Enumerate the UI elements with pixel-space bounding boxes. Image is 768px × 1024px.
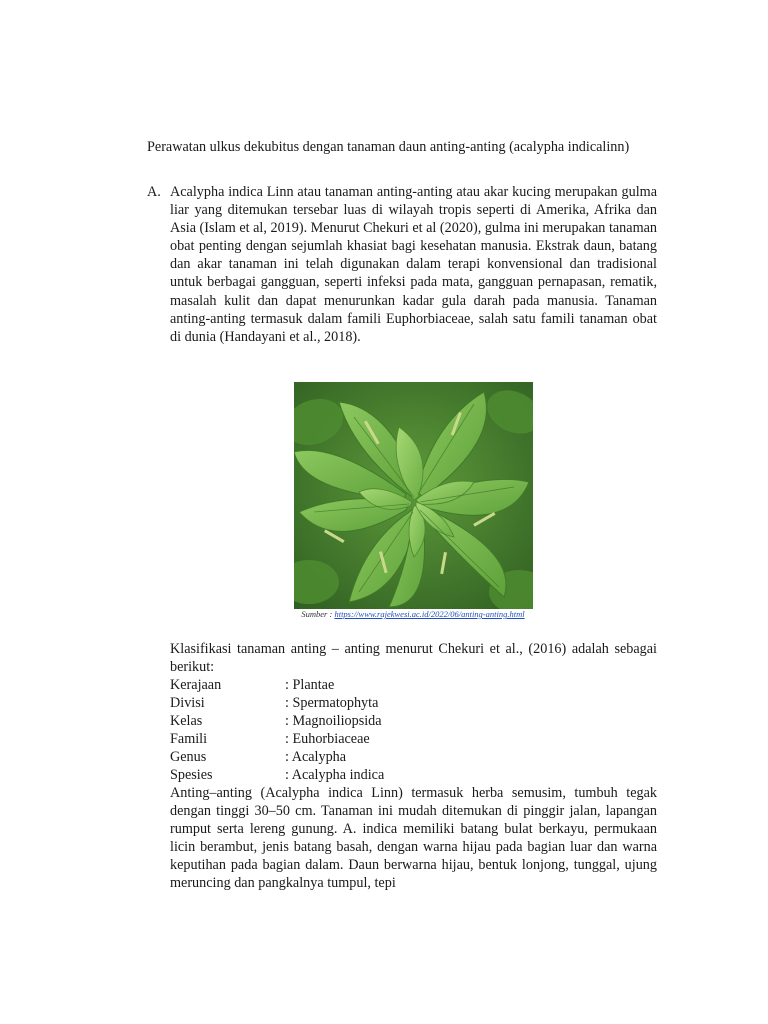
plant-photo — [294, 382, 533, 609]
section-a-paragraph: Acalypha indica Linn atau tanaman anting-anting atau akar kucing merupakan gulma liar yang ditemukan tersebar luas di wilayah tropis seperti di Amerika, Afrika dan Asia (Islam et al, 2019). Menurut Chekuri et al (2020), gulma ini merupakan tanaman obat penting dengan sejumlah khasiat bagi kesehatan manusia. Ekstrak daun, batang dan akar tanaman ini telah digunakan dalam terapi konvensional dan tradisional untuk berbagai gangguan, seperti infeksi pada mata, gangguan pernapasan, rematik, masalah kulit dan dapat menurunkan kadar gula darah pada manusia. Tanaman anting-anting termasuk dalam famili Euphorbiaceae, salah satu famili tanaman obat di dunia (Handayani et al., 2018). — [170, 184, 657, 345]
classification-key: Famili — [170, 731, 208, 747]
classification-row — [170, 712, 657, 730]
classification-table — [170, 676, 657, 784]
classification-value: : Spermatophyta — [285, 695, 379, 711]
classification-row — [170, 694, 657, 712]
caption-source-link[interactable]: https://www.rajekwesi.ac.id/2022/06/anting-anting.html — [334, 609, 525, 619]
classification-row — [170, 766, 657, 784]
figure-caption — [0, 609, 768, 619]
description-paragraph: Anting–anting (Acalypha indica Linn) termasuk herba semusim, tumbuh tegak dengan tinggi 30–50 cm. Tanaman ini mudah ditemukan di pinggir jalan, lapangan rumput serta lereng gunung. A. indica memiliki batang bulat berkayu, permukaan licin berambut, jenis batang basah, dengan warna hijau pada bagian luar dan warna keputihan pada bagian dalam. Daun berwarna hijau, bentuk lonjong, tunggal, ujung meruncing dan pangkalnya tumpul, tepi — [170, 785, 657, 891]
section-a — [147, 183, 657, 346]
acalypha-plant-illustration — [294, 382, 533, 609]
caption-source-label: Sumber : — [301, 609, 335, 619]
classification-key: Kelas — [170, 713, 203, 729]
list-marker: A. — [147, 184, 161, 200]
classification-row — [170, 676, 657, 694]
classification-key: Genus — [170, 749, 207, 765]
classification-intro: Klasifikasi tanaman anting – anting menurut Chekuri et al., (2016) adalah sebagai berikut: — [170, 641, 657, 675]
classification-value: : Acalypha indica — [285, 767, 385, 783]
classification-value: : Euhorbiaceae — [285, 731, 370, 747]
classification-key: Divisi — [170, 695, 205, 711]
classification-key: Kerajaan — [170, 677, 222, 693]
classification-value: : Magnoiliopsida — [285, 713, 382, 729]
classification-value: : Acalypha — [285, 749, 347, 765]
document-title: Perawatan ulkus dekubitus dengan tanaman daun anting-anting (acalypha indicalinn) — [147, 139, 630, 155]
classification-row — [170, 748, 657, 766]
classification-section — [170, 640, 657, 892]
classification-value: : Plantae — [285, 677, 335, 693]
classification-row — [170, 730, 657, 748]
classification-key: Spesies — [170, 767, 213, 783]
